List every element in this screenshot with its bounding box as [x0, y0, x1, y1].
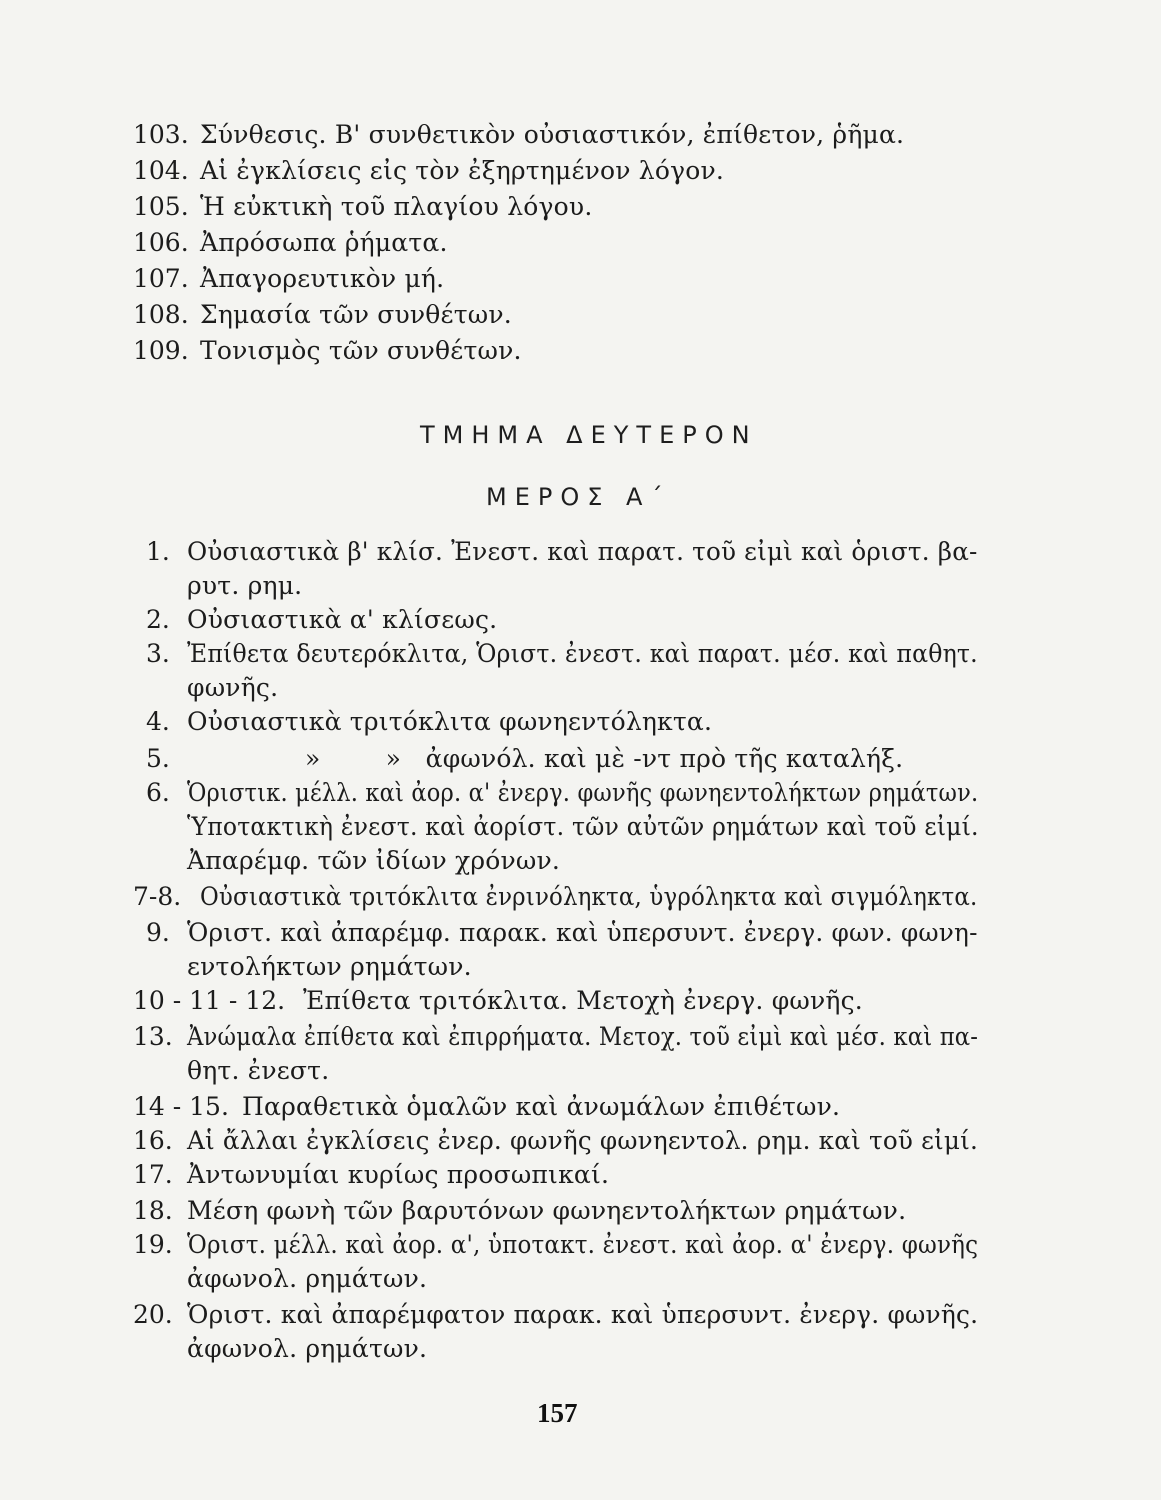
list-item-number: 105. — [133, 192, 189, 221]
list-item-text: Αἱ ἄλλαι ἐγκλίσεις ἐνερ. φωνῆς φωνηεντολ. ρημ. καὶ τοῦ εἰμί. — [187, 1126, 979, 1155]
list-item-text: Ἀνώμαλα ἐπίθετα καὶ ἐπιρρήματα. Μετοχ. τοῦ εἰμὶ καὶ μέσ. καὶ πα- — [187, 1022, 979, 1051]
list-item-number: 4. — [146, 707, 170, 736]
list-item-number: 103. — [133, 120, 189, 149]
list-item-number: 18. — [133, 1196, 173, 1225]
list-item-text: Ἀπαρέμφ. τῶν ἰδίων χρόνων. — [187, 846, 561, 875]
list-item-text: Σύνθεσις. Β' συνθετικὸν οὐσιαστικόν, ἐπίθετον, ῥῆμα. — [200, 120, 905, 149]
list-item-text: ἀφωνολ. ρημάτων. — [187, 1334, 428, 1363]
list-item-text: Ἐπίθετα τριτόκλιτα. Μετοχὴ ἐνεργ. φωνῆς. — [303, 986, 863, 1015]
list-item-text: Ὁριστ. καὶ ἀπαρέμφατον παρακ. καὶ ὑπερσυντ. ἐνεργ. φωνῆς. — [187, 1300, 979, 1329]
list-item-text: Οὐσιαστικὰ τριτόκλιτα φωνηεντόληκτα. — [187, 707, 713, 736]
list-item-number: 108. — [133, 300, 189, 329]
list-item-text: Οὐσιαστικὰ τριτόκλιτα ἐνρινόληκτα, ὑγρόληκτα καὶ σιγμόληκτα. — [200, 882, 978, 911]
list-item-number: 5. — [146, 744, 170, 773]
list-item-text: Μέση φωνὴ τῶν βαρυτόνων φωνηεντολήκτων ρημάτων. — [187, 1196, 907, 1225]
list-item-number: 7-8. — [133, 882, 182, 911]
list-item-number: 2. — [146, 605, 170, 634]
list-item-text: Τονισμὸς τῶν συνθέτων. — [200, 336, 522, 365]
list-item-text: ἀφωνολ. ρημάτων. — [187, 1264, 428, 1293]
list-item-text: Ἀντωνυμίαι κυρίως προσωπικαί. — [187, 1160, 610, 1189]
list-item-number: 106. — [133, 228, 189, 257]
list-item-number: 1. — [146, 537, 170, 566]
list-item-text: ρυτ. ρημ. — [187, 571, 303, 600]
list-item-text: Παραθετικὰ ὁμαλῶν καὶ ἀνωμάλων ἐπιθέτων. — [242, 1092, 841, 1121]
list-item-number: 10 - 11 - 12. — [133, 986, 286, 1015]
list-item-number: 14 - 15. — [133, 1092, 229, 1121]
list-item-text: » » ἀφωνόλ. καὶ μὲ -ντ πρὸ τῆς καταλήξ. — [305, 744, 904, 773]
list-item-text: Ἀπαγορευτικὸν μή. — [200, 264, 445, 293]
list-item-text: Ὑποτακτικὴ ἐνεστ. καὶ ἀορίστ. τῶν αὐτῶν ρημάτων καὶ τοῦ εἰμί. — [187, 812, 979, 841]
list-item-text: Ἐπίθετα δευτερόκλιτα, Ὁριστ. ἐνεστ. καὶ παρατ. μέσ. καὶ παθητ. — [187, 639, 978, 668]
list-item-text: Ὁριστ. μέλλ. καὶ ἀορ. α', ὑποτακτ. ἐνεστ. καὶ ἀορ. α' ἐνεργ. φωνῆς — [187, 1230, 979, 1259]
list-item-text: Ἡ εὐκτικὴ τοῦ πλαγίου λόγου. — [200, 192, 593, 221]
list-item-number: 9. — [146, 918, 170, 947]
page-number: 157 — [537, 1398, 578, 1428]
list-item-number: 20. — [133, 1300, 173, 1329]
section-title: ΤΜΗΜΑ ΔΕΥΤΕΡΟΝ — [420, 421, 758, 449]
list-item-number: 16. — [133, 1126, 173, 1155]
list-item-number: 109. — [133, 336, 189, 365]
list-item-number: 6. — [146, 778, 170, 807]
list-item-number: 13. — [133, 1022, 173, 1051]
list-item-text: Αἱ ἐγκλίσεις εἰς τὸν ἐξηρτημένον λόγον. — [200, 156, 725, 185]
list-item-text: Οὐσιαστικὰ β' κλίσ. Ἐνεστ. καὶ παρατ. τοῦ εἰμὶ καὶ ὁριστ. βα- — [187, 537, 978, 566]
list-item-text: εντολήκτων ρημάτων. — [187, 952, 472, 981]
list-item-number: 3. — [146, 639, 170, 668]
list-item-text: Ὁριστ. καὶ ἀπαρέμφ. παρακ. καὶ ὑπερσυντ. ἐνεργ. φων. φωνη- — [187, 918, 978, 947]
list-item-number: 17. — [133, 1160, 173, 1189]
list-item-number: 107. — [133, 264, 189, 293]
list-item-text: Σημασία τῶν συνθέτων. — [200, 300, 512, 329]
list-item-number: 104. — [133, 156, 189, 185]
list-item-text: θητ. ἐνεστ. — [187, 1056, 330, 1085]
part-title: ΜΕΡΟΣ Α΄ — [486, 483, 671, 511]
list-item-text: φωνῆς. — [187, 673, 279, 702]
list-item-number: 19. — [133, 1230, 173, 1259]
list-item-text: Οὐσιαστικὰ α' κλίσεως. — [187, 605, 498, 634]
list-item-text: Ἀπρόσωπα ῥήματα. — [200, 228, 448, 257]
list-item-text: Ὁριστικ. μέλλ. καὶ ἀορ. α' ἐνεργ. φωνῆς φωνηεντολήκτων ρημάτων. — [187, 778, 979, 807]
